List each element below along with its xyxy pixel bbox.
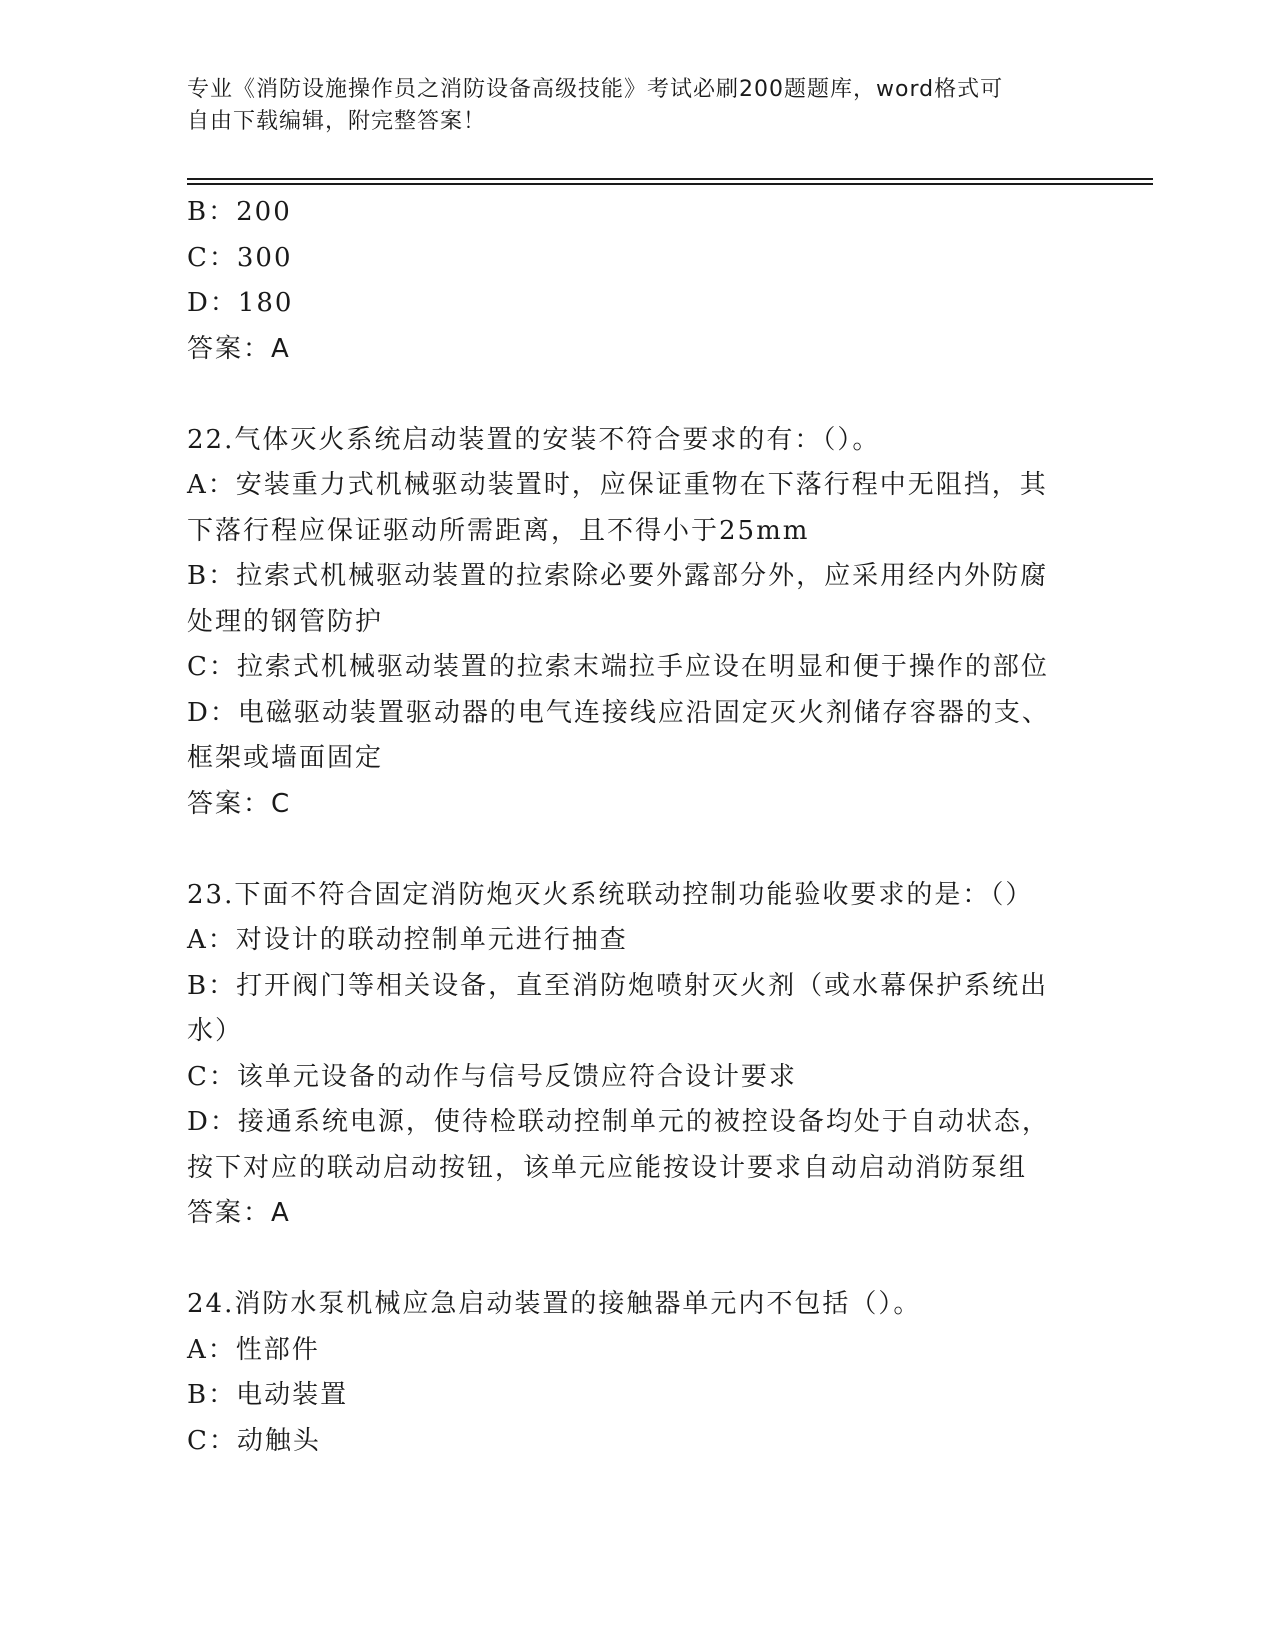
option-c: C：动触头 — [187, 1425, 321, 1456]
question-text: 24.消防水泵机械应急启动装置的接触器单元内不包括（）。 — [187, 1289, 922, 1319]
option-a: A：性部件 — [187, 1334, 320, 1365]
question-block-21-tail — [187, 190, 1077, 372]
header-line-1: 专业《消防设施操作员之消防设备高级技能》考试必刷200题题库，word格式可 — [187, 77, 1004, 102]
option-a: A：对设计的联动控制单元进行抽查 — [187, 925, 628, 955]
option-b-continued: 处理的钢管防护 — [187, 606, 384, 637]
option-b-continued: 水） — [187, 1016, 244, 1046]
option-d: D：电磁驱动装置驱动器的电气连接线应沿固定灭火剂储存容器的支、 — [187, 697, 1050, 728]
question-text: 23.下面不符合固定消防炮灭火系统联动控制功能验收要求的是：（） — [187, 879, 1034, 910]
question-block-23 — [187, 873, 1077, 1237]
answer-line: 答案：A — [187, 1198, 291, 1228]
answer-line: 答案：C — [187, 788, 292, 819]
question-text: 22.气体灭火系统启动装置的安装不符合要求的有：（）。 — [187, 424, 881, 455]
option-c: C：拉索式机械驱动装置的拉索末端拉手应设在明显和便于操作的部位 — [187, 652, 1049, 682]
spacer — [187, 1237, 1077, 1283]
option-d-continued: 框架或墙面固定 — [187, 743, 384, 773]
answer-line: 答案：A — [187, 333, 291, 364]
spacer — [187, 827, 1077, 873]
question-content — [187, 190, 1077, 1464]
question-block-24 — [187, 1282, 1077, 1464]
option-b: B：200 — [187, 197, 292, 227]
option-b: B：拉索式机械驱动装置的拉索除必要外露部分外，应采用经内外防腐 — [187, 561, 1049, 591]
option-a-continued: 下落行程应保证驱动所需距离，且不得小于25mm — [187, 515, 810, 546]
option-d-continued: 按下对应的联动启动按钮，该单元应能按设计要求自动启动消防泵组 — [187, 1152, 1028, 1183]
option-c: C：300 — [187, 242, 293, 273]
document-header — [187, 74, 1067, 138]
option-d: D：180 — [187, 288, 294, 318]
question-block-22 — [187, 418, 1077, 828]
header-rule-bottom — [187, 183, 1153, 185]
option-d: D：接通系统电源，使待检联动控制单元的被控设备均处于自动状态， — [187, 1107, 1050, 1137]
header-line-2: 自由下载编辑，附完整答案！ — [187, 109, 487, 134]
option-c: C：该单元设备的动作与信号反馈应符合设计要求 — [187, 1061, 797, 1092]
spacer — [187, 372, 1077, 418]
option-b: B：打开阀门等相关设备，直至消防炮喷射灭火剂（或水幕保护系统出 — [187, 970, 1049, 1001]
header-rule-top — [187, 178, 1153, 180]
option-b: B：电动装置 — [187, 1380, 349, 1410]
option-a: A：安装重力式机械驱动装置时，应保证重物在下落行程中无阻挡，其 — [187, 470, 1048, 500]
